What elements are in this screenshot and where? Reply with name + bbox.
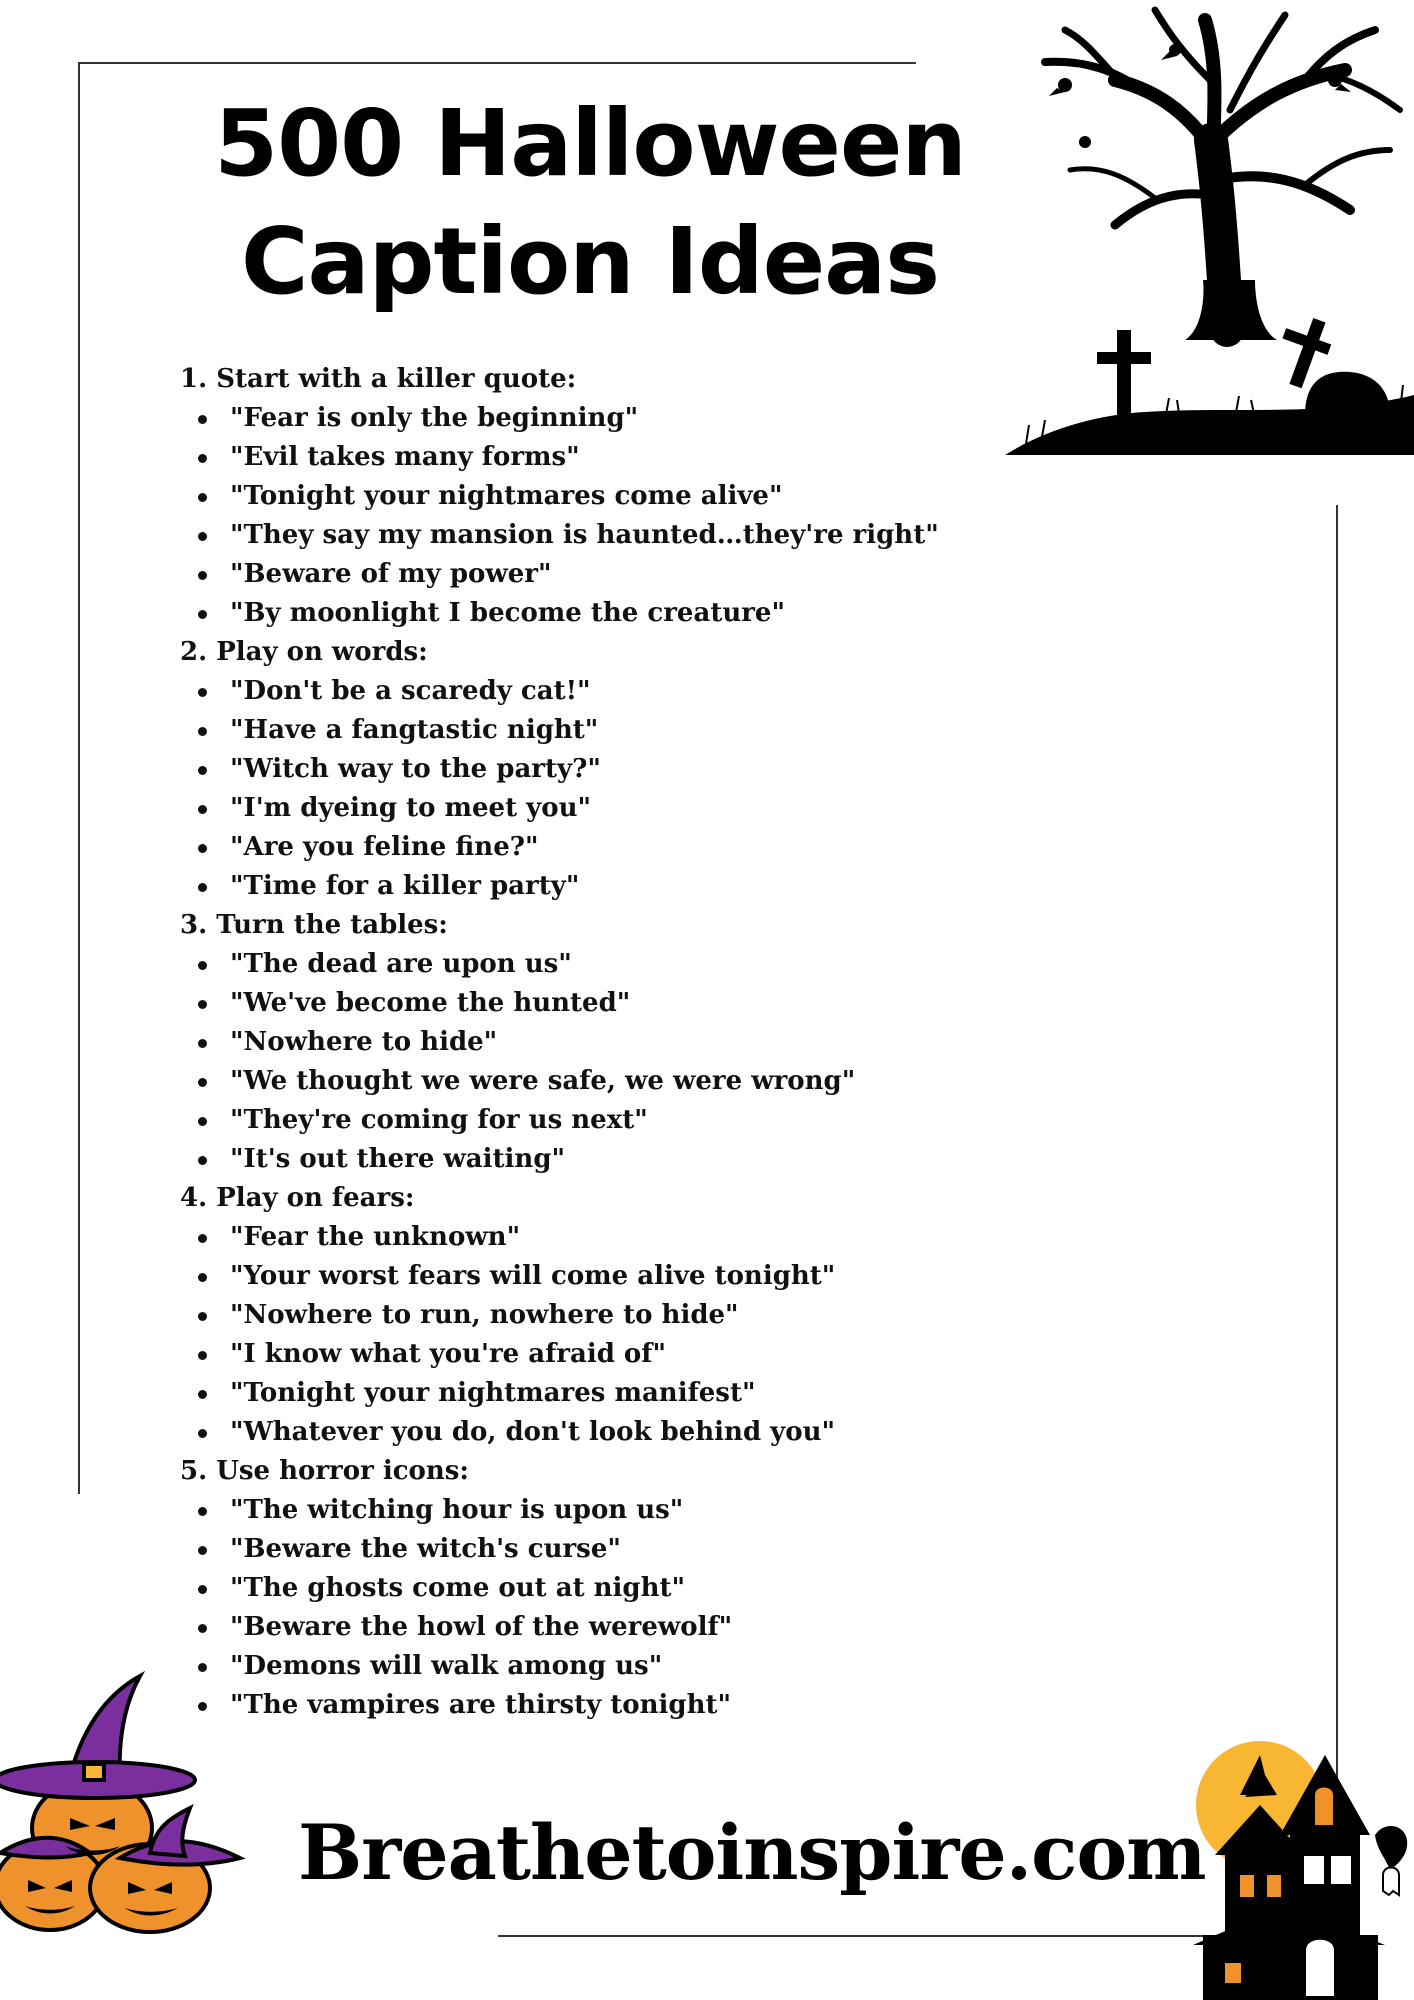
caption-item: "Nowhere to hide" — [180, 1023, 1040, 1062]
caption-item: "Beware the howl of the werewolf" — [180, 1608, 1040, 1647]
haunted-house-moon-icon — [1185, 1735, 1414, 2000]
caption-item: "Are you feline fine?" — [180, 828, 1040, 867]
caption-item: "Tonight your nightmares come alive" — [180, 477, 1040, 516]
witch-hat-pumpkins-icon — [0, 1668, 250, 1933]
caption-item: "Fear the unknown" — [180, 1218, 1040, 1257]
caption-item: "It's out there waiting" — [180, 1140, 1040, 1179]
frame-line-right — [1336, 505, 1338, 1905]
caption-item: "They're coming for us next" — [180, 1101, 1040, 1140]
caption-item: "Witch way to the party?" — [180, 750, 1040, 789]
caption-item: "Fear is only the beginning" — [180, 399, 1040, 438]
caption-item: "I know what you're afraid of" — [180, 1335, 1040, 1374]
caption-item: "Don't be a scaredy cat!" — [180, 672, 1040, 711]
caption-bullet-list — [180, 399, 1040, 633]
section-heading: 1. Start with a killer quote: — [180, 364, 577, 394]
caption-item: "Have a fangtastic night" — [180, 711, 1040, 750]
spooky-tree-graveyard-icon — [1005, 0, 1414, 455]
caption-list — [180, 360, 1040, 1725]
page-title-line-1: 500 Halloween — [214, 90, 966, 197]
caption-item: "Tonight your nightmares manifest" — [180, 1374, 1040, 1413]
caption-item: "They say my mansion is haunted…they're right" — [180, 516, 1040, 555]
caption-item: "Nowhere to run, nowhere to hide" — [180, 1296, 1040, 1335]
caption-item: "I'm dyeing to meet you" — [180, 789, 1040, 828]
caption-bullet-list — [180, 1218, 1040, 1452]
caption-item: "Evil takes many forms" — [180, 438, 1040, 477]
caption-item: "The dead are upon us" — [180, 945, 1040, 984]
caption-item: "Your worst fears will come alive tonight" — [180, 1257, 1040, 1296]
caption-item: "Beware of my power" — [180, 555, 1040, 594]
caption-bullet-list — [180, 1491, 1040, 1725]
section-heading: 3. Turn the tables: — [180, 910, 448, 940]
caption-item: "Whatever you do, don't look behind you" — [180, 1413, 1040, 1452]
frame-line-left — [78, 62, 80, 1494]
caption-bullet-list — [180, 945, 1040, 1179]
section-heading: 5. Use horror icons: — [180, 1456, 470, 1486]
caption-item: "The vampires are thirsty tonight" — [180, 1686, 1040, 1725]
section-heading: 4. Play on fears: — [180, 1183, 415, 1213]
frame-line-bottom — [498, 1935, 1288, 1937]
footer-website: Breathetoinspire.com — [298, 1808, 1206, 1897]
page-title — [150, 85, 1030, 321]
caption-item: "We thought we were safe, we were wrong" — [180, 1062, 1040, 1101]
caption-item: "Beware the witch's curse" — [180, 1530, 1040, 1569]
caption-bullet-list — [180, 672, 1040, 906]
caption-item: "Time for a killer party" — [180, 867, 1040, 906]
caption-item: "We've become the hunted" — [180, 984, 1040, 1023]
section-heading: 2. Play on words: — [180, 637, 428, 667]
frame-line-top — [78, 62, 916, 64]
caption-item: "By moonlight I become the creature" — [180, 594, 1040, 633]
page-title-line-2: Caption Ideas — [240, 208, 940, 315]
caption-item: "The ghosts come out at night" — [180, 1569, 1040, 1608]
caption-item: "The witching hour is upon us" — [180, 1491, 1040, 1530]
caption-item: "Demons will walk among us" — [180, 1647, 1040, 1686]
